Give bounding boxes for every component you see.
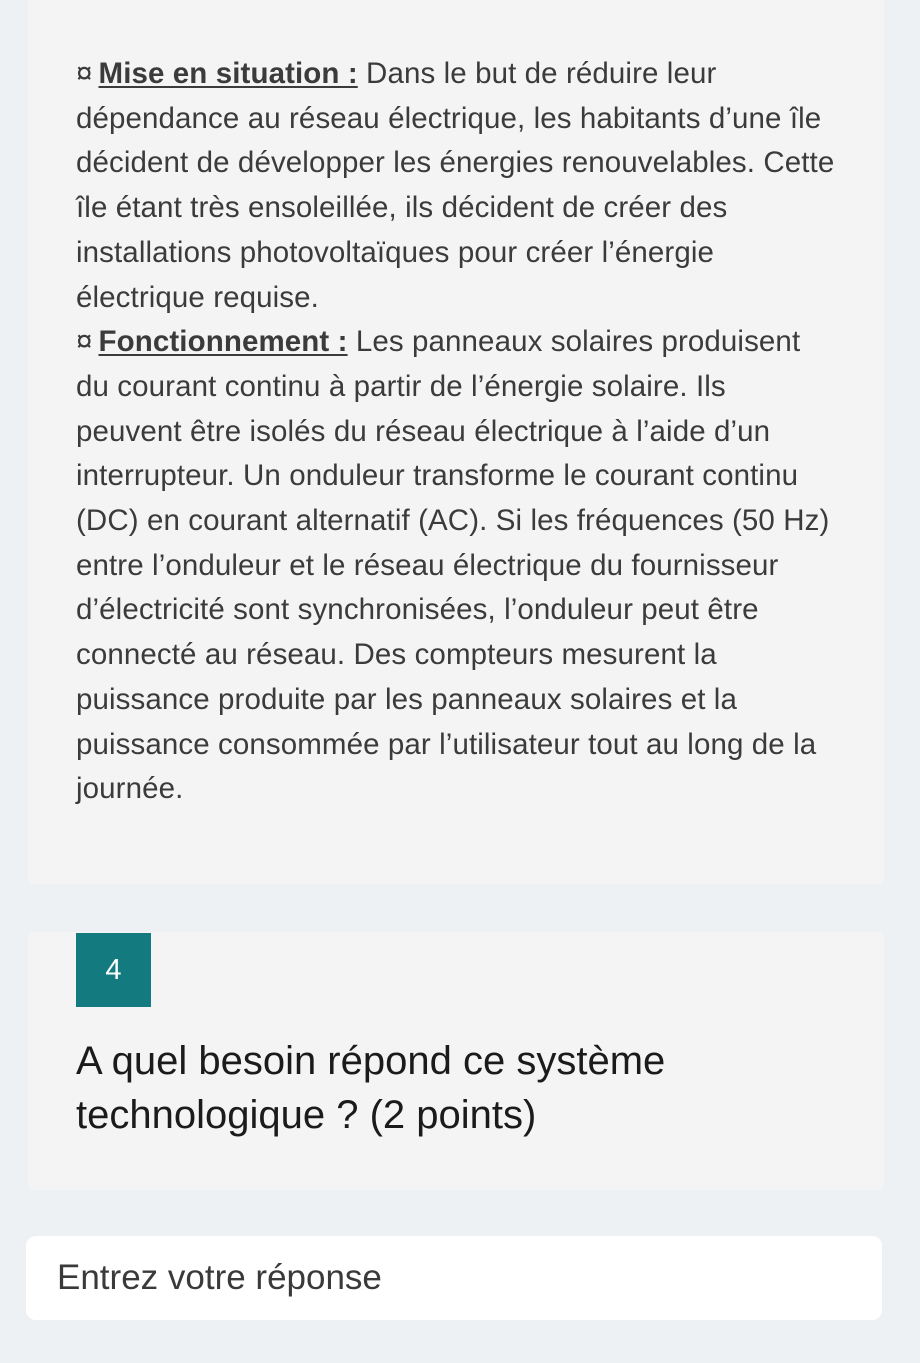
situation-heading: Mise en situation : xyxy=(98,57,358,90)
operation-heading: Fonctionnement : xyxy=(98,325,348,359)
question-card xyxy=(28,932,884,1190)
answer-input[interactable] xyxy=(26,1236,882,1320)
context-paragraph xyxy=(76,52,836,812)
operation-text: Les panneaux solaires produisent du courant continu à partir de l’énergie solaire. Ils peuvent être isolés du réseau électrique à l’aide d’un interrupteur. Un onduleur transforme le courant continu (DC) en courant alternatif (AC). Si les fréquences (50 Hz) entre l’onduleur et le réseau électrique du fournisseur d’électricité sont synchronisées, l’onduleur peut être connecté au réseau. Des compteurs mesurent la puissance produite par les panneaux solaires et la puissance consommée par l’utilisateur tout au long de la journée. xyxy=(76,325,830,806)
question-title: A quel besoin répond ce système technologique ? (2 points) xyxy=(76,1039,666,1137)
context-card xyxy=(28,0,884,884)
operation-bullet: ¤ xyxy=(76,325,93,359)
question-number-badge: 4 xyxy=(76,933,151,1007)
situation-text: Dans le but de réduire leur dépendance au réseau électrique, les habitants d’une île décident de développer les énergies renouvelables. Cette île étant très ensoleillée, ils décident de créer des installations photovoltaïques pour créer l’énergie électrique requise. xyxy=(76,57,835,314)
situation-bullet: ¤ xyxy=(76,57,93,90)
